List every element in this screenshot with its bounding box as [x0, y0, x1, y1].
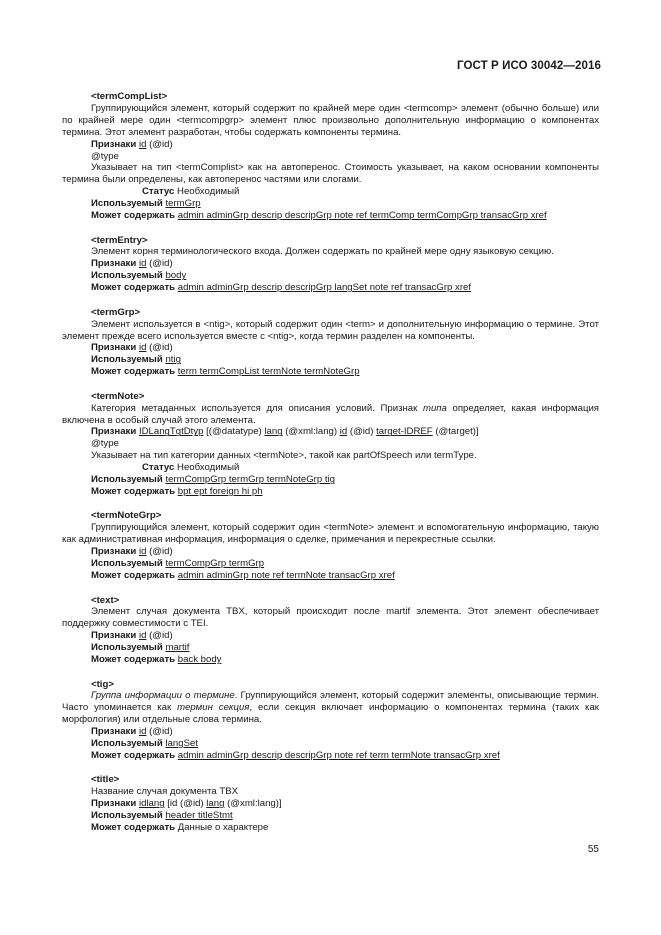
used-by-label: Используемый [91, 270, 163, 282]
status-label: Статус [142, 186, 175, 198]
used-by-links[interactable]: langSet [165, 738, 198, 750]
attribute-link[interactable]: lang [206, 798, 225, 810]
status-line [62, 462, 599, 474]
attribute-text: (@id) [146, 258, 173, 270]
attribute-link[interactable]: target-IDREF [376, 426, 433, 438]
entry-termEntry [62, 235, 599, 295]
used-by-label: Используемый [91, 642, 163, 654]
description-text: определяет, какая информация включена в особый случай этого элемента. [62, 402, 600, 426]
attributes-label: Признаки [91, 138, 137, 150]
used-by-label: Используемый [91, 558, 163, 570]
used-by-label: Используемый [91, 354, 163, 366]
entry-termNoteGrp [62, 510, 599, 581]
attribute-link[interactable]: idlang [138, 798, 165, 810]
may-contain-links[interactable]: admin adminGrp descrip descripGrp note ref termComp termCompGrp transacGrp xref [177, 210, 547, 222]
may-contain-text: Данные о характере [175, 822, 269, 834]
type-description: Указывает на тип <termComplist> как на автоперенос. Стоимость указывает, на каком основании компоненты термина были определены, как автоперенос частями или слогами. [62, 162, 599, 186]
used-by-links[interactable]: termGrp [165, 198, 201, 210]
attribute-link[interactable]: lang [264, 426, 283, 438]
used-by-line [62, 474, 599, 486]
used-by-links[interactable]: martif [165, 642, 190, 654]
attribute-text: (@id) [146, 630, 173, 642]
entry-termCompList [62, 91, 599, 222]
attribute-text: (@xml:lang) [282, 426, 340, 438]
attributes-line [62, 798, 599, 810]
attributes-label: Признаки [91, 342, 137, 354]
used-by-line [62, 642, 599, 654]
attribute-link[interactable]: id [138, 546, 147, 558]
may-contain-label: Может содержать [91, 570, 176, 581]
may-contain-label: Может содержать [91, 282, 176, 294]
used-by-line [62, 270, 599, 282]
type-attribute: @type [91, 438, 119, 450]
element-tag: <tig> [91, 678, 114, 690]
used-by-links[interactable]: body [165, 270, 187, 282]
attribute-text: [(@datatype) [203, 426, 265, 438]
used-by-line [62, 810, 599, 822]
status-value: Необходимый [174, 186, 240, 198]
attribute-link[interactable]: id [138, 726, 147, 738]
element-description: Группирующийся элемент, который содержит по крайней мере один <termcomp> элемент (обычно больше) или по крайней мере один <termcompgrp> элемент плюс произвольно дополнительную информацию о компонентах термина. Этот элемент разработан, чтобы содержать компоненты термина. [62, 102, 599, 138]
attribute-text: (@id) [146, 342, 173, 354]
may-contain-label: Может содержать [91, 485, 176, 497]
attribute-link[interactable]: id [138, 138, 147, 150]
entry-text [62, 595, 599, 666]
used-by-label: Используемый [91, 810, 163, 822]
entry-tig [62, 679, 599, 762]
element-description: Элемент корня терминологического входа. Должен содержать по крайней мере одну языковую секцию. [91, 246, 554, 258]
may-contain-links[interactable]: admin adminGrp descrip descripGrp note ref term termNote transacGrp xref [177, 749, 500, 761]
used-by-links[interactable]: ntig [165, 354, 181, 366]
element-tag: <termNoteGrp> [91, 510, 162, 522]
element-tag: <termCompList> [91, 91, 168, 102]
element-description: Элемент используется в <ntig>, который содержит один <term> и дополнительную информацию о термине. Этот элемент прежде всего используется вместе с <ntig>, когда термин разделен на компоненты. [62, 318, 599, 342]
attribute-text: (@id) [146, 726, 173, 738]
may-contain-line [62, 654, 599, 666]
element-description [62, 403, 599, 427]
document-body [62, 91, 599, 847]
attributes-line [62, 258, 599, 270]
attribute-link[interactable]: id [138, 630, 147, 642]
attributes-label: Признаки [91, 426, 137, 438]
may-contain-line [62, 570, 599, 582]
used-by-label: Используемый [91, 474, 163, 486]
may-contain-line [62, 282, 599, 294]
attribute-text: (@xml:lang)] [224, 798, 282, 810]
attributes-label: Признаки [91, 258, 137, 270]
may-contain-line [62, 750, 599, 762]
may-contain-line [62, 822, 599, 834]
used-by-links[interactable]: termCompGrp termGrp termNoteGrp tig [165, 474, 335, 486]
page-number: 55 [587, 844, 599, 855]
element-description: Название случая документа TBX [91, 786, 239, 798]
status-value: Необходимый [174, 462, 240, 474]
element-tag: <termNote> [91, 390, 145, 402]
attributes-line [62, 546, 599, 558]
attribute-text: (@target)] [432, 426, 479, 438]
attributes-line [62, 630, 599, 642]
element-tag: <text> [91, 594, 120, 606]
may-contain-links[interactable]: back body [177, 654, 222, 666]
type-attribute: @type [91, 150, 119, 162]
used-by-label: Используемый [91, 738, 163, 750]
used-by-line [62, 354, 599, 366]
status-label: Статус [142, 462, 175, 474]
element-description: Элемент случая документа TBX, который происходит после martif элемента. Этот элемент обеспечивает поддержку совместимости с TEI. [62, 606, 599, 630]
status-line [62, 186, 599, 198]
element-description [62, 690, 599, 726]
may-contain-links[interactable]: admin adminGrp note ref termNote transacGrp xref [177, 570, 395, 581]
description-italic: типа [422, 402, 447, 414]
used-by-line [62, 738, 599, 750]
may-contain-line [62, 366, 599, 378]
attribute-text: [id (@id) [164, 798, 207, 810]
attribute-text: (@id) [146, 138, 173, 150]
entry-title [62, 774, 599, 834]
attribute-text: (@id) [347, 426, 377, 438]
attribute-link[interactable]: IDLangTgtDtyp [138, 426, 204, 438]
element-tag: <termGrp> [91, 306, 141, 318]
may-contain-links[interactable]: term termCompList termNote termNoteGrp [177, 366, 360, 378]
description-italic: термин секция [177, 702, 250, 714]
attribute-link[interactable]: id [138, 342, 147, 354]
description-italic: Группа информации о термине [91, 690, 235, 702]
may-contain-label: Может содержать [91, 654, 176, 666]
attributes-line [62, 139, 599, 151]
attributes-line [62, 726, 599, 738]
used-by-line [62, 198, 599, 210]
attribute-link[interactable]: id [138, 258, 147, 270]
attribute-text: (@id) [146, 546, 173, 558]
attributes-label: Признаки [91, 726, 137, 738]
element-tag: <title> [91, 774, 120, 786]
attributes-label: Признаки [91, 798, 137, 810]
element-description: Группирующийся элемент, который содержит один <termNote> элемент и вспомогательную информацию, такую как административная информация, информация о сделке, примечания и перекрестные ссылки. [62, 522, 599, 546]
description-text: . Группирующийся элемент, который содержит элементы, описывающие термин. Часто упоминается как [62, 690, 599, 714]
may-contain-line [62, 210, 599, 222]
attribute-link[interactable]: id [339, 426, 348, 438]
element-tag: <termEntry> [91, 234, 148, 246]
used-by-label: Используемый [91, 198, 163, 210]
type-description: Указывает на тип категории данных <termNote>, такой как partOfSpeech или termType. [91, 450, 477, 462]
may-contain-label: Может содержать [91, 749, 176, 761]
may-contain-links[interactable]: admin adminGrp descrip descripGrp langSet note ref transacGrp xref [177, 282, 472, 294]
used-by-line [62, 558, 599, 570]
used-by-links[interactable]: header titleStmt [165, 810, 233, 822]
may-contain-line [62, 486, 599, 498]
attributes-line [62, 342, 599, 354]
description-text: , если секция включает информацию о компонентах термина (таких как морфология) или отдельные слова термина. [62, 702, 599, 726]
entry-termNote [62, 391, 599, 498]
attributes-label: Признаки [91, 546, 137, 558]
may-contain-label: Может содержать [91, 210, 176, 222]
description-text: Категория метаданных используется для описания условий. Признак [91, 402, 423, 414]
may-contain-label: Может содержать [91, 822, 176, 834]
used-by-links[interactable]: termCompGrp termGrp [165, 558, 265, 570]
attributes-line [62, 426, 599, 438]
may-contain-label: Может содержать [91, 366, 176, 378]
may-contain-links[interactable]: bpt ept foreign hi ph [177, 485, 263, 497]
entry-termGrp [62, 307, 599, 378]
document-header: ГОСТ Р ИСО 30042—2016 [456, 60, 601, 72]
attributes-label: Признаки [91, 630, 137, 642]
